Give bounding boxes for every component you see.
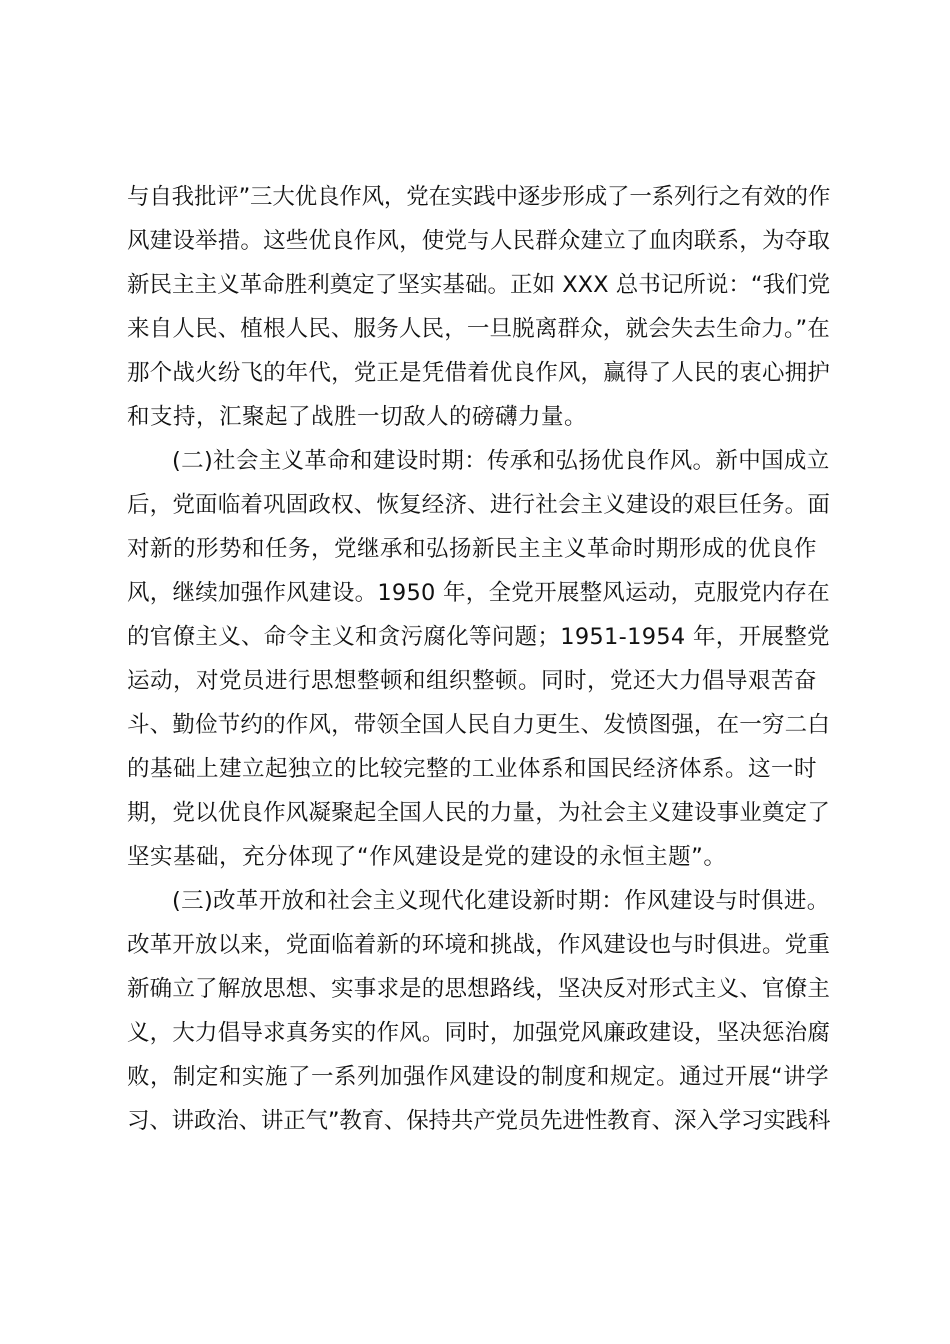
text-line: 的基础上建立起独立的比较完整的工业体系和国民经济体系。这一时 xyxy=(127,756,818,782)
text-line: 坚实基础，充分体现了“作风建设是党的建设的永恒主题”。 xyxy=(127,844,727,870)
section-heading: (三)改革开放和社会主义现代化建设新时期：作风建设与时俱进。 xyxy=(172,888,830,914)
text-line: 期，党以优良作风凝聚起全国人民的力量，为社会主义建设事业奠定了 xyxy=(127,800,831,826)
text-line: 和支持，汇聚起了战胜一切敌人的磅礴力量。 xyxy=(127,404,588,430)
text-line: 运动，对党员进行思想整顿和组织整顿。同时，党还大力倡导艰苦奋 xyxy=(127,668,818,694)
text-line: 对新的形势和任务，党继承和弘扬新民主主义革命时期形成的优良作 xyxy=(127,536,818,562)
text-line: 后，党面临着巩固政权、恢复经济、进行社会主义建设的艰巨任务。面 xyxy=(127,492,831,518)
text-line: 的官僚主义、命令主义和贪污腐化等问题；1951-1954 年，开展整党 xyxy=(127,624,830,650)
text-line: 来自人民、植根人民、服务人民，一旦脱离群众，就会失去生命力。”在 xyxy=(127,316,830,342)
text-line: 新确立了解放思想、实事求是的思想路线，坚决反对形式主义、官僚主 xyxy=(127,976,831,1002)
text-line: 斗、勤俭节约的作风，带领全国人民自力更生、发愤图强，在一穷二白 xyxy=(127,712,831,738)
section-heading: (二)社会主义革命和建设时期：传承和弘扬优良作风。新中国成立 xyxy=(172,448,830,474)
text-line: 风，继续加强作风建设。1950 年，全党开展整风运动，克服党内存在 xyxy=(127,580,830,606)
text-line: 习、讲政治、讲正气”教育、保持共产党员先进性教育、深入学习实践科 xyxy=(127,1108,831,1134)
text-line: 义，大力倡导求真务实的作风。同时，加强党风廉政建设，坚决惩治腐 xyxy=(127,1020,831,1046)
text-line: 风建设举措。这些优良作风，使党与人民群众建立了血肉联系，为夺取 xyxy=(127,228,831,254)
text-line: 改革开放以来，党面临着新的环境和挑战，作风建设也与时俱进。党重 xyxy=(127,932,831,958)
text-line: 与自我批评”三大优良作风，党在实践中逐步形成了一系列行之有效的作 xyxy=(127,184,831,210)
text-line: 败，制定和实施了一系列加强作风建设的制度和规定。通过开展“讲学 xyxy=(127,1064,830,1090)
text-line: 那个战火纷飞的年代，党正是凭借着优良作风，赢得了人民的衷心拥护 xyxy=(127,360,831,386)
text-line: 新民主主义革命胜利奠定了坚实基础。正如 XXX 总书记所说：“我们党 xyxy=(127,272,831,298)
